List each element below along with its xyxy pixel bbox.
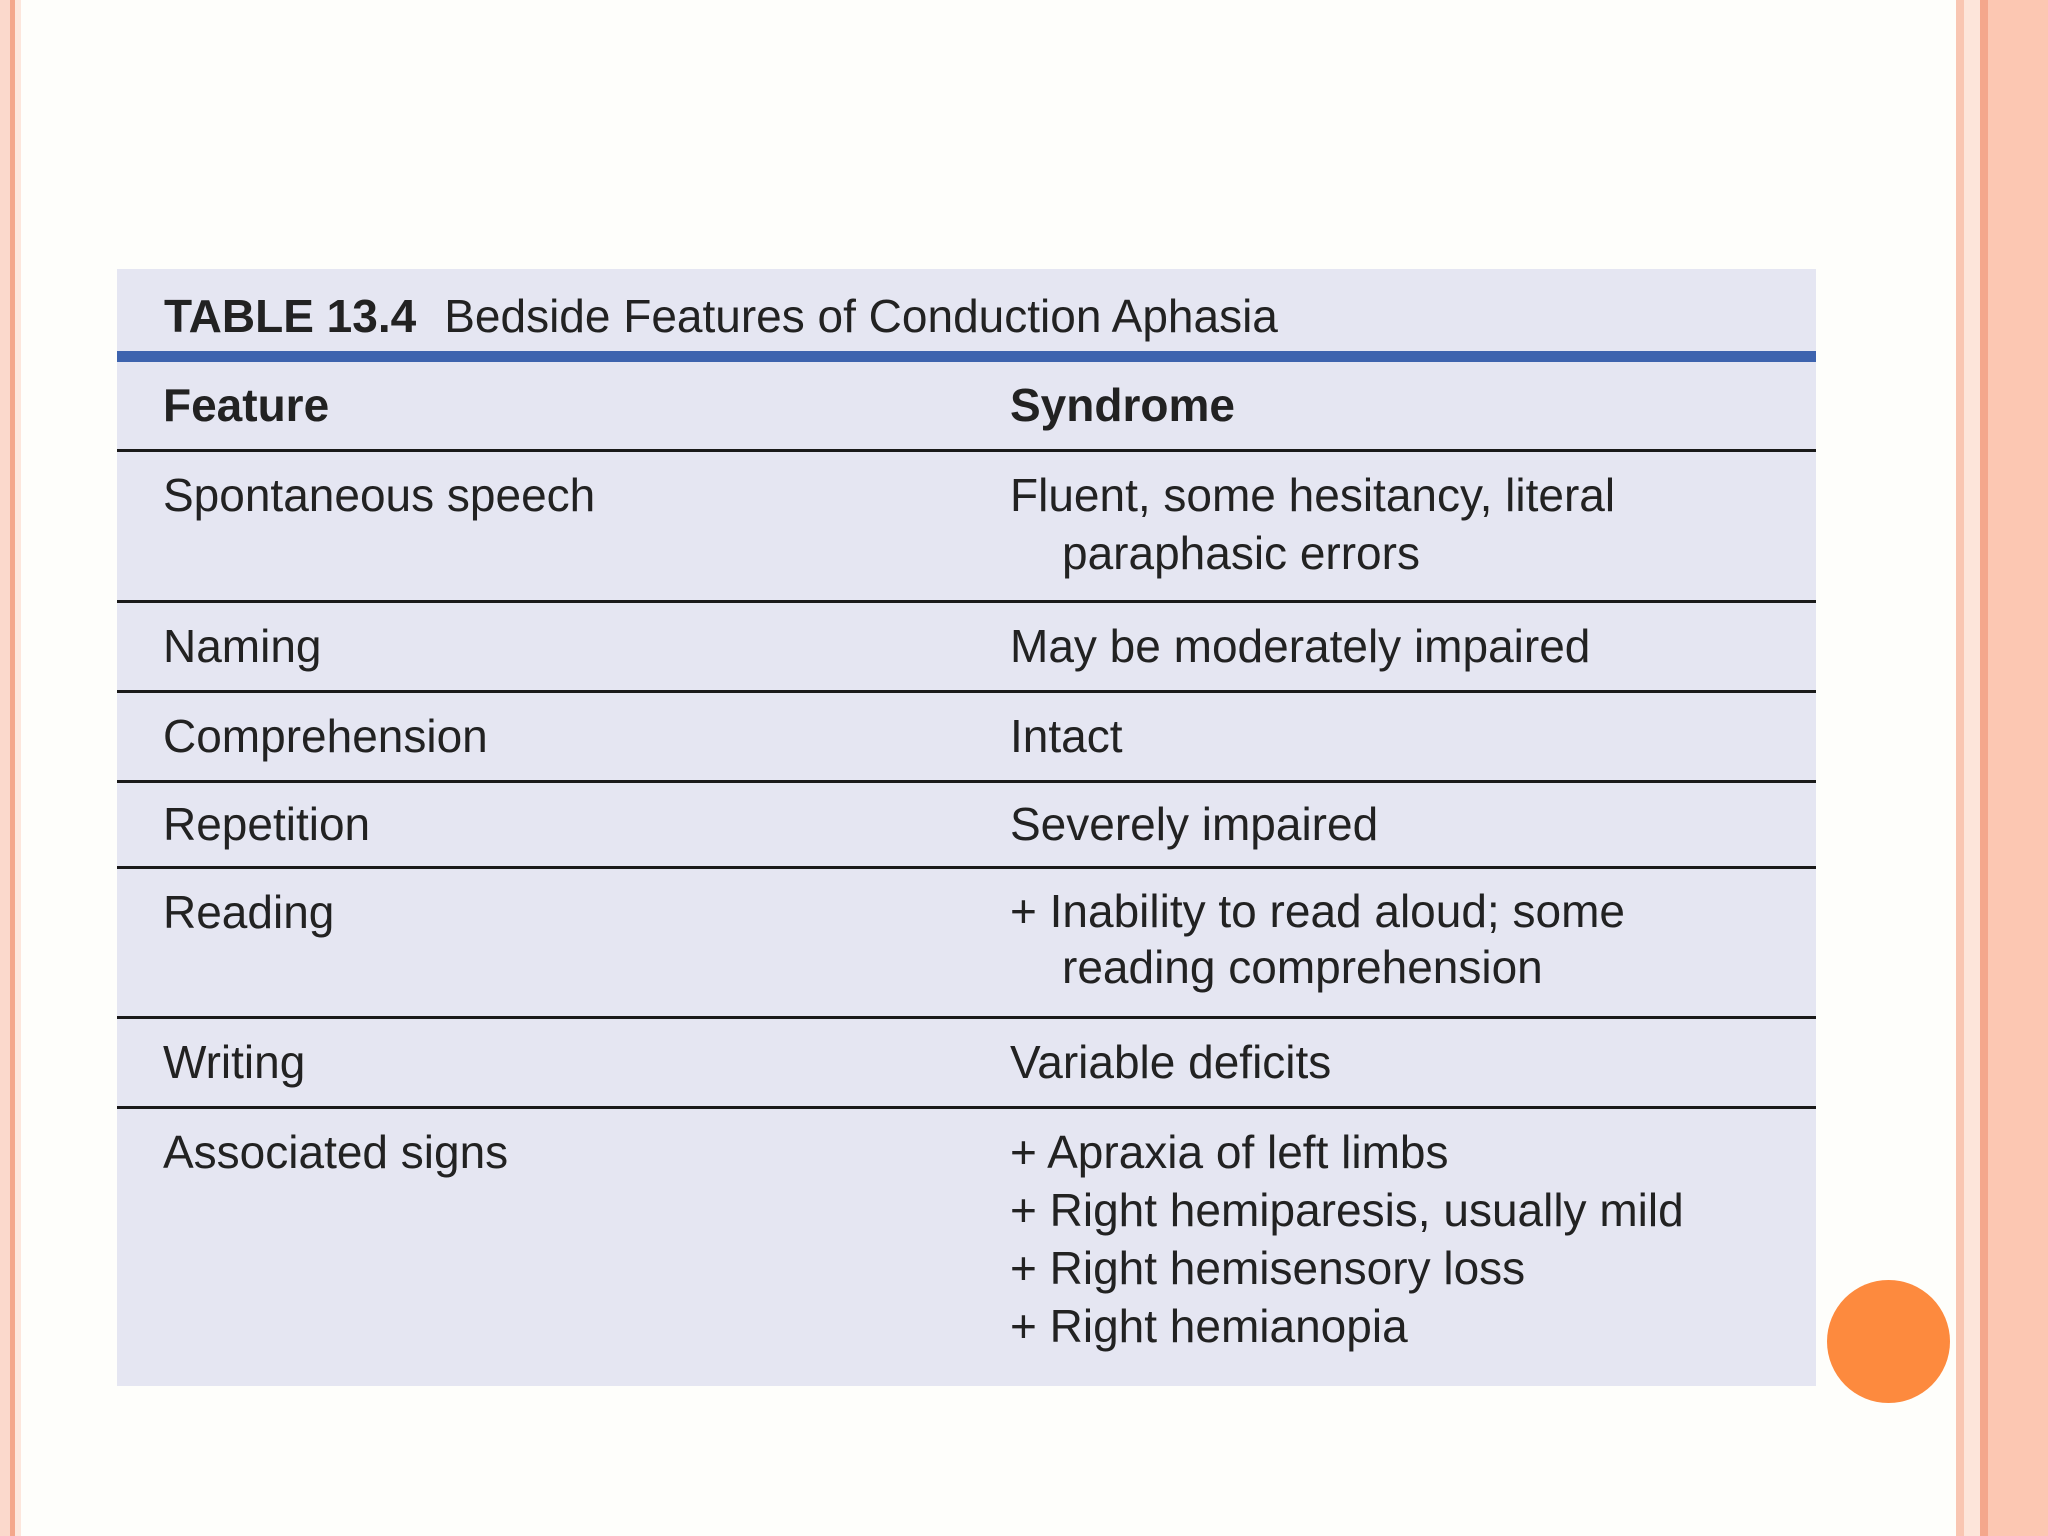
feature-cell: Reading	[163, 886, 335, 938]
syndrome-cell	[1010, 1123, 1800, 1355]
table-row	[117, 693, 1816, 783]
table-row	[117, 603, 1816, 693]
feature-cell: Writing	[163, 1036, 306, 1088]
syndrome-line: + Right hemiparesis, usually mild	[1010, 1184, 1684, 1236]
syndrome-line: reading comprehension	[1062, 941, 1543, 993]
title-rule	[117, 351, 1816, 362]
syndrome-line: May be moderately impaired	[1010, 620, 1591, 672]
table-header-row	[117, 362, 1816, 452]
table-row	[117, 452, 1816, 603]
syndrome-line: Severely impaired	[1010, 798, 1379, 850]
table-title-text: Bedside Features of Conduction Aphasia	[444, 290, 1278, 342]
syndrome-cell	[1010, 707, 1800, 765]
column-header-syndrome: Syndrome	[1010, 379, 1235, 431]
feature-cell: Repetition	[163, 798, 371, 850]
syndrome-line: Variable deficits	[1010, 1036, 1332, 1088]
syndrome-line: paraphasic errors	[1062, 527, 1420, 579]
table-row	[117, 1109, 1816, 1386]
syndrome-cell	[1010, 466, 1800, 582]
table-row	[117, 783, 1816, 869]
syndrome-line: + Apraxia of left limbs	[1010, 1126, 1449, 1178]
syndrome-cell	[1010, 617, 1800, 675]
syndrome-line: Intact	[1010, 710, 1123, 762]
syndrome-line: + Right hemisensory loss	[1010, 1242, 1526, 1294]
syndrome-line: + Right hemianopia	[1010, 1300, 1408, 1352]
accent-circle	[1827, 1280, 1950, 1403]
right-decor-stripe	[1964, 0, 1980, 1536]
syndrome-cell	[1010, 883, 1800, 995]
table-image	[117, 269, 1816, 1386]
table-row	[117, 1019, 1816, 1109]
right-decor-stripe	[1980, 0, 1988, 1536]
table-number: TABLE 13.4	[164, 290, 417, 342]
table-title	[164, 291, 1278, 341]
feature-cell: Naming	[163, 620, 322, 672]
syndrome-cell	[1010, 795, 1800, 853]
syndrome-cell	[1010, 1033, 1800, 1091]
feature-cell: Associated signs	[163, 1126, 509, 1178]
feature-cell: Comprehension	[163, 710, 488, 762]
column-header-feature: Feature	[163, 379, 330, 431]
left-decor-stripe	[0, 0, 10, 1536]
right-decor-stripe	[1956, 0, 1964, 1536]
syndrome-line: Fluent, some hesitancy, literal	[1010, 469, 1616, 521]
table-row	[117, 869, 1816, 1019]
right-decor-stripe	[1988, 0, 2048, 1536]
syndrome-line: + Inability to read aloud; some	[1010, 885, 1625, 937]
left-decor-stripe	[15, 0, 21, 1536]
feature-cell: Spontaneous speech	[163, 469, 596, 521]
